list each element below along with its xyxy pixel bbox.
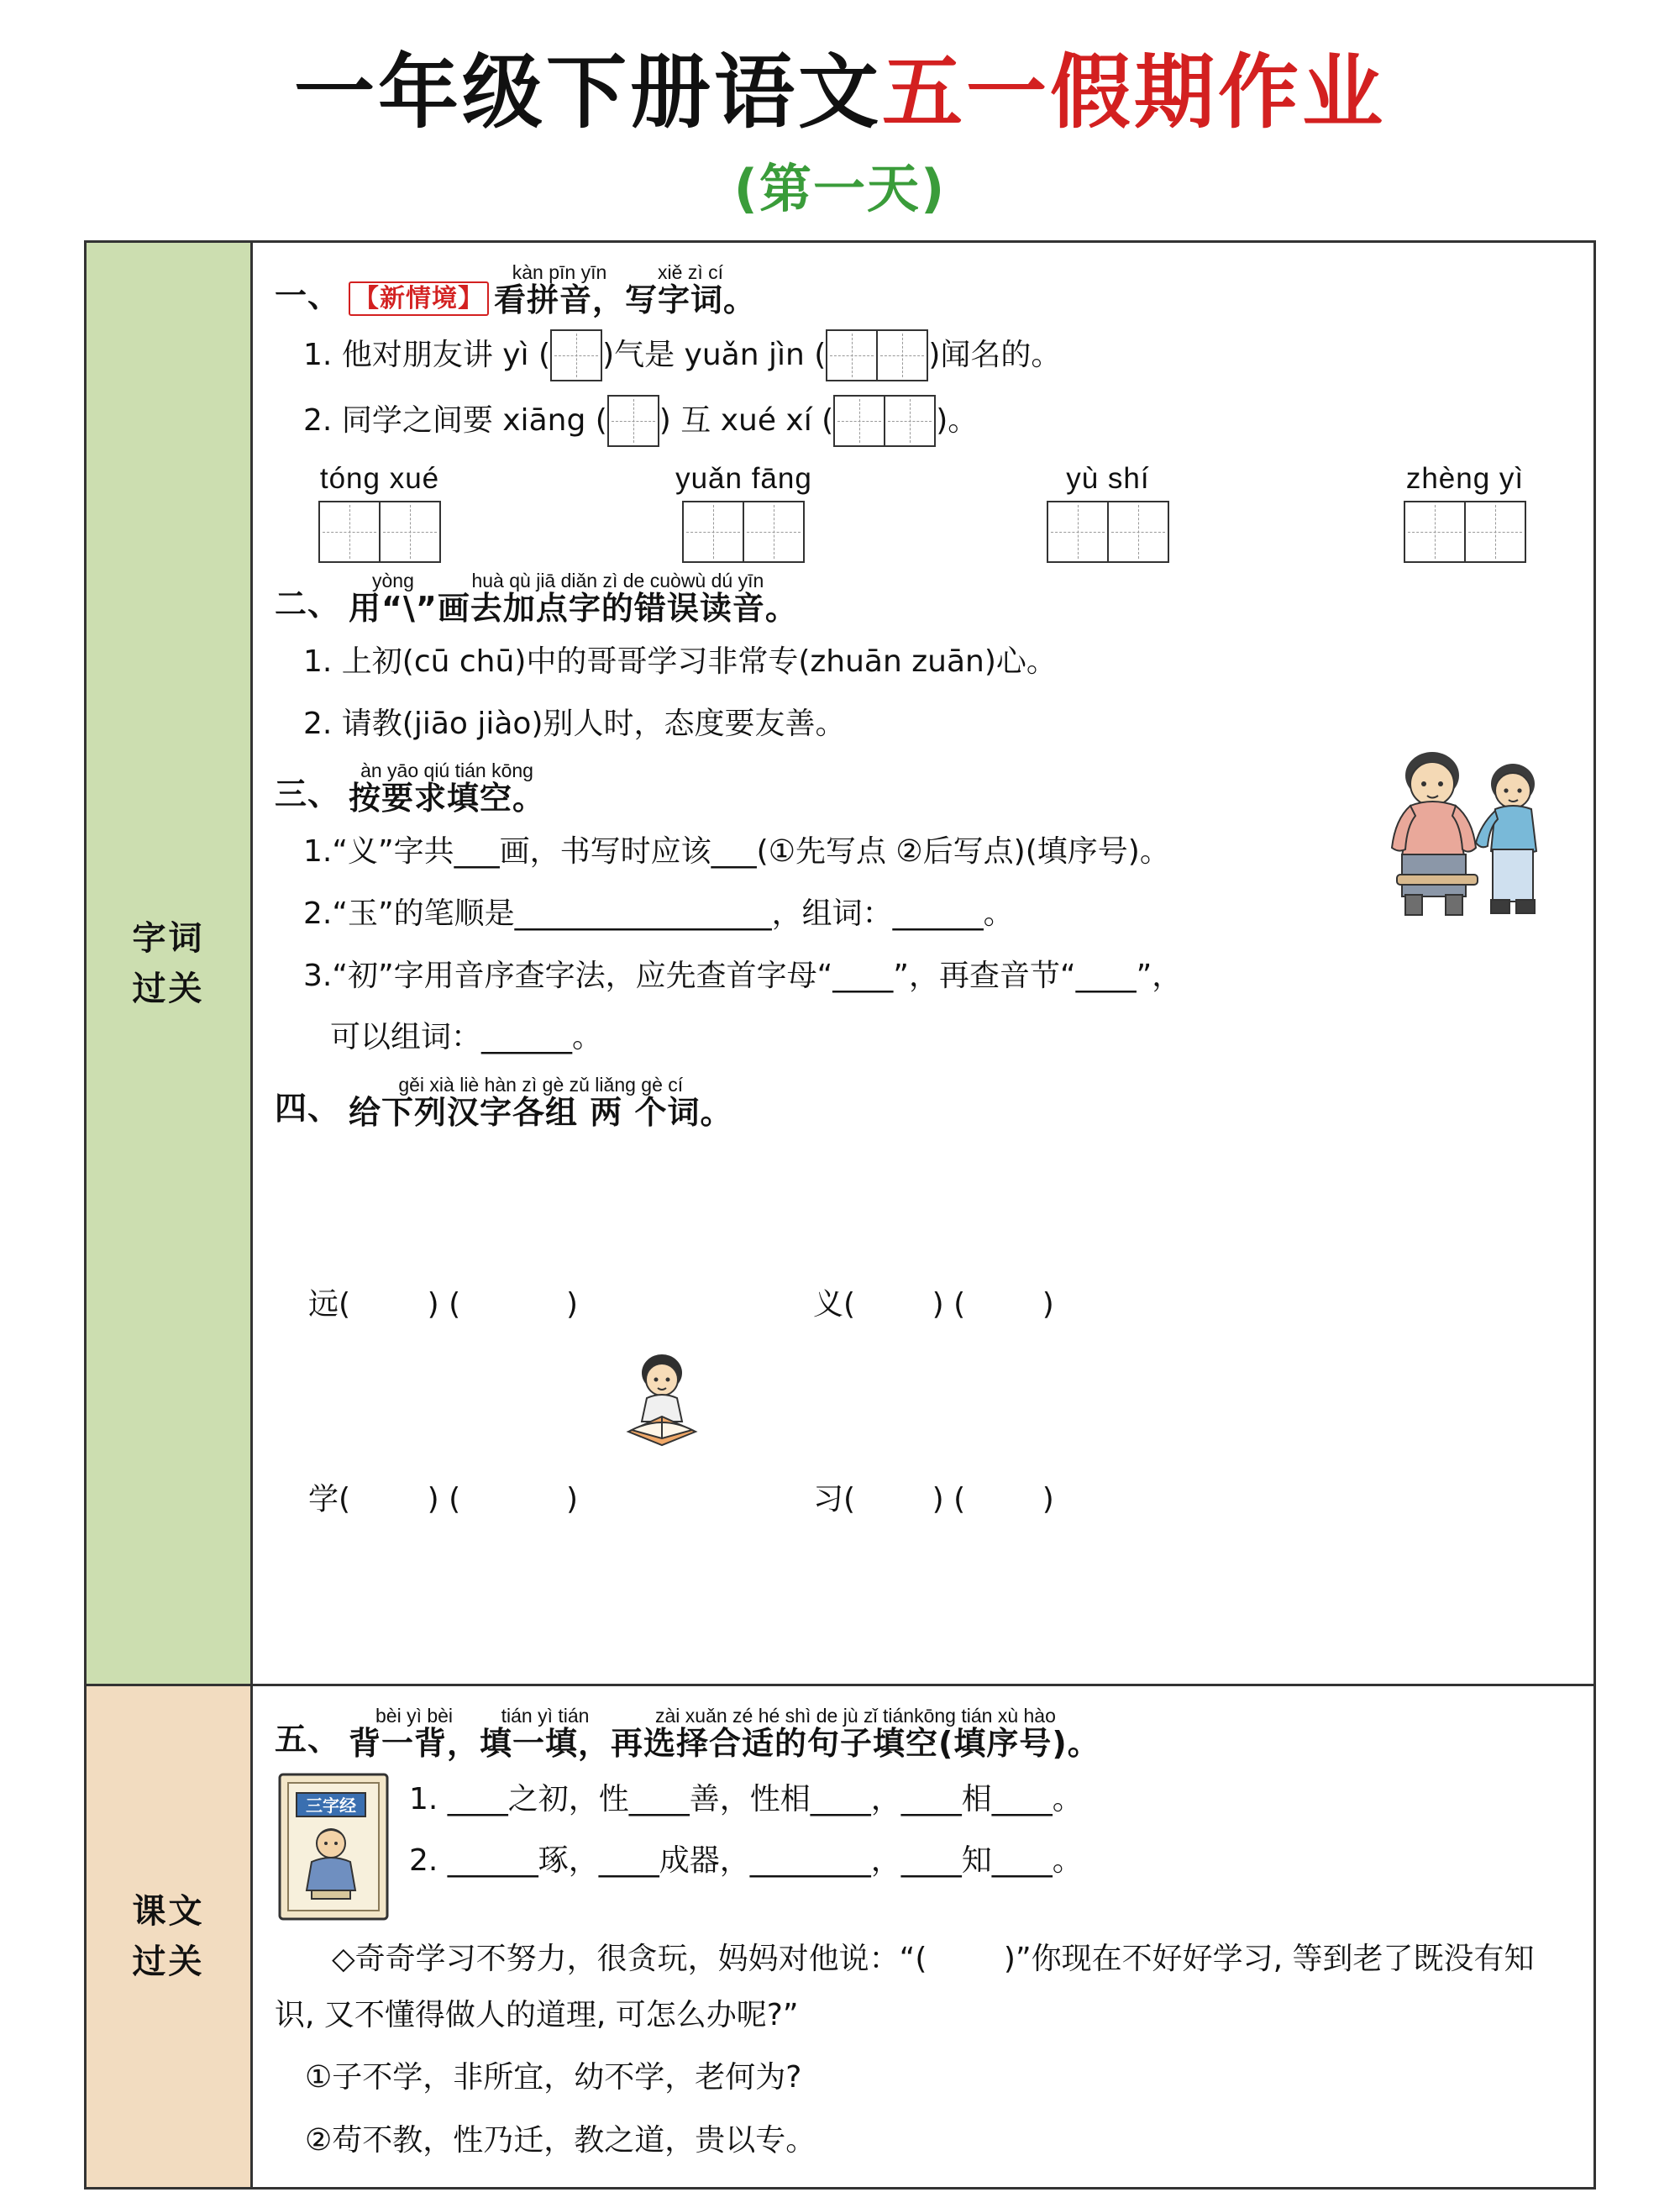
q5-item-1[interactable]: 1. ____之初，性____善，性相____，____相____。	[409, 1781, 1083, 1816]
q2-text-2: 画去加点字的错误读音。	[437, 590, 798, 628]
tianzige-cell[interactable]	[607, 395, 659, 447]
q3-text: 按要求填空。	[349, 780, 546, 817]
q1-item-1-after: )闻名的。	[928, 338, 1062, 373]
question-2-number: 二、	[275, 586, 341, 623]
q5-content	[275, 1764, 1572, 1927]
question-4-number: 四、	[275, 1089, 341, 1127]
q1-item-2-before: 同学之间要 xiāng (	[341, 403, 607, 439]
title-main-red: 五一假期作业	[882, 45, 1386, 139]
section-label-line2: 过关	[132, 969, 205, 1008]
section-label-line1: 课文	[132, 1892, 205, 1932]
q5-ruby-2	[480, 1704, 612, 1762]
q4-right-row-1[interactable]: 义( ) ( )	[813, 1286, 1054, 1322]
q5-ruby-1	[349, 1704, 480, 1762]
title-subtitle: (第一天)	[733, 158, 947, 220]
q3-pinyin: àn yāo qiú tián kōng	[360, 760, 533, 782]
q3-item-3-cont: 可以组词：______。	[330, 1020, 603, 1055]
q1-item-1-box-group-1[interactable]	[550, 329, 602, 381]
tianzige-cell[interactable]	[682, 501, 744, 563]
q1-item-2-no: 2.	[303, 403, 333, 439]
mother-and-child-illustration	[1358, 747, 1568, 923]
q5-text-3: 再选择合适的句子填空(填序号)。	[611, 1724, 1100, 1762]
q5-ruby-3	[611, 1704, 1100, 1762]
question-3-number: 三、	[275, 775, 341, 813]
tianzige-cell[interactable]	[318, 501, 381, 563]
q5-option-2[interactable]: ②苟不教，性乃迁，教之道，贵以专。	[305, 2122, 816, 2158]
word-bank-pinyin: zhèng yì	[1405, 462, 1525, 496]
q5-item-2[interactable]: 2. ______琢，____成器，________，____知____。	[409, 1843, 1083, 1878]
q2-ruby-1	[349, 570, 438, 628]
q4-right-column	[813, 1142, 1054, 1662]
q2-text-1: 用“\”	[349, 590, 438, 628]
q1-item-2-after: )。	[936, 403, 979, 439]
q4-ruby	[349, 1073, 733, 1131]
word-bank-boxes[interactable]	[318, 501, 441, 563]
q4-left-row-2[interactable]: 学( ) ( )	[308, 1481, 579, 1517]
word-bank-item	[318, 462, 441, 563]
word-bank-boxes[interactable]	[682, 501, 805, 563]
q1-item-1-before: 他对朋友讲 yì (	[341, 338, 551, 373]
q3-item-1: 1.“义”字共___画，书写时应该___(①先写点 ②后写点)(填序号)。	[303, 834, 1170, 870]
section-vocabulary	[87, 243, 1593, 1686]
q1-text-1: 看拼音，	[494, 281, 626, 319]
q2-pinyin-1: yòng	[372, 570, 414, 592]
q1-text-2: 写字词。	[625, 281, 757, 319]
tianzige-cell[interactable]	[876, 329, 928, 381]
q1-item-2	[303, 395, 1572, 447]
word-bank-pinyin: tóng xué	[319, 462, 440, 496]
q5-book-area	[275, 1764, 409, 1927]
q1-pinyin-2: xiě zì cí	[658, 261, 724, 284]
q2-pinyin-2: huà qù jiā diǎn zì de cuòwù dú yīn	[471, 570, 764, 592]
q5-scenario-paragraph: ◇奇奇学习不努力，很贪玩，妈妈对他说：“( )”你现在不好好学习, 等到老了既没有知识, 又不懂得做人的道理, 可怎么办呢?”	[275, 1941, 1535, 2032]
q1-item-2-box-group-2[interactable]	[833, 395, 936, 447]
word-bank-boxes[interactable]	[1404, 501, 1526, 563]
section-label-line1: 字词	[132, 918, 205, 958]
word-bank-item	[675, 462, 812, 563]
tianzige-cell[interactable]	[826, 329, 878, 381]
q1-item-2-mid: ) 互 xué xí (	[659, 403, 834, 439]
section-text-body	[253, 1686, 1593, 2187]
tianzige-cell[interactable]	[379, 501, 441, 563]
q1-item-1-no: 1.	[303, 338, 333, 373]
q5-text-1: 背一背，	[349, 1724, 480, 1762]
q1-pinyin-1: kàn pīn yīn	[512, 261, 607, 284]
q1-ruby-1	[494, 261, 626, 319]
tianzige-cell[interactable]	[1404, 501, 1466, 563]
q5-text-2: 填一填，	[480, 1724, 612, 1762]
q1-item-1-mid: )气是 yuǎn jìn (	[602, 338, 827, 373]
q1-ruby-2	[625, 261, 757, 319]
section-label-text	[87, 1686, 253, 2187]
tianzige-cell[interactable]	[743, 501, 805, 563]
new-context-badge: 【新情境】	[349, 281, 489, 317]
q5-questions	[409, 1764, 1572, 1895]
tianzige-cell[interactable]	[884, 395, 936, 447]
page-title	[0, 0, 1680, 222]
q4-left-row-1[interactable]: 远( ) ( )	[308, 1286, 579, 1322]
q5-pinyin-3: zài xuǎn zé hé shì de jù zǐ tiánkōng tián xù hào	[654, 1704, 1056, 1727]
q1-item-2-box-group-1[interactable]	[607, 395, 659, 447]
word-bank-pinyin: yuǎn fāng	[675, 462, 812, 496]
tianzige-cell[interactable]	[833, 395, 885, 447]
q2-item-2: 2. 请教(jiāo jiào)别人时，态度要友善。	[303, 706, 846, 741]
question-1-heading	[275, 261, 1572, 319]
word-bank-pinyin: yù shí	[1066, 462, 1150, 496]
svg-text:三字经: 三字经	[306, 1795, 356, 1816]
word-bank-item	[1047, 462, 1169, 563]
q2-ruby-2	[437, 570, 798, 628]
q4-pinyin: gěi xià liè hàn zì gè zǔ liǎng gè cí	[398, 1073, 684, 1096]
q1-item-1-box-group-2[interactable]	[826, 329, 928, 381]
question-5-heading	[275, 1704, 1572, 1762]
section-vocabulary-body	[253, 243, 1593, 1684]
section-label-vocabulary	[87, 243, 253, 1684]
q1-word-bank	[318, 462, 1526, 563]
tianzige-cell[interactable]	[1464, 501, 1526, 563]
q4-answer-area	[308, 1142, 1572, 1662]
q5-option-1[interactable]: ①子不学，非所宜，幼不学，老何为?	[305, 2060, 802, 2095]
question-1-number: 一、	[275, 277, 341, 315]
q3-item-2: 2.“玉”的笔顺是_________________，组词：______。	[303, 896, 1014, 932]
q4-text: 给下列汉字各组 两 个词。	[349, 1093, 733, 1131]
section-label-line2: 过关	[132, 1943, 205, 1982]
tianzige-cell[interactable]	[550, 329, 602, 381]
q4-right-row-2[interactable]: 习( ) ( )	[813, 1481, 1054, 1517]
q3-item-3: 3.“初”字用音序查字法，应先查首字母“____”，再查音节“____”，	[303, 958, 1183, 993]
sanzijing-book-cover	[275, 1771, 392, 1922]
q2-item-1: 1. 上初(cū chū)中的哥哥学习非常专(zhuān zuān)心。	[303, 644, 1057, 680]
tianzige-cell[interactable]	[1107, 501, 1169, 563]
q5-pinyin-2: tián yì tián	[501, 1704, 590, 1727]
title-main-black: 一年级下册语文	[294, 45, 882, 139]
section-text-mastery	[87, 1686, 1593, 2187]
word-bank-boxes[interactable]	[1047, 501, 1169, 563]
tianzige-cell[interactable]	[1047, 501, 1109, 563]
word-bank-item	[1404, 462, 1526, 563]
question-5-number: 五、	[275, 1720, 341, 1758]
worksheet-table	[84, 240, 1596, 2190]
q4-left-column	[308, 1142, 578, 1662]
question-2-heading	[275, 570, 1572, 628]
question-4-heading	[275, 1073, 1572, 1131]
boy-reading-illustration	[612, 1351, 712, 1452]
q1-item-1	[303, 329, 1572, 381]
q3-ruby	[349, 760, 546, 817]
q5-pinyin-1: bèi yì bèi	[375, 1704, 454, 1727]
